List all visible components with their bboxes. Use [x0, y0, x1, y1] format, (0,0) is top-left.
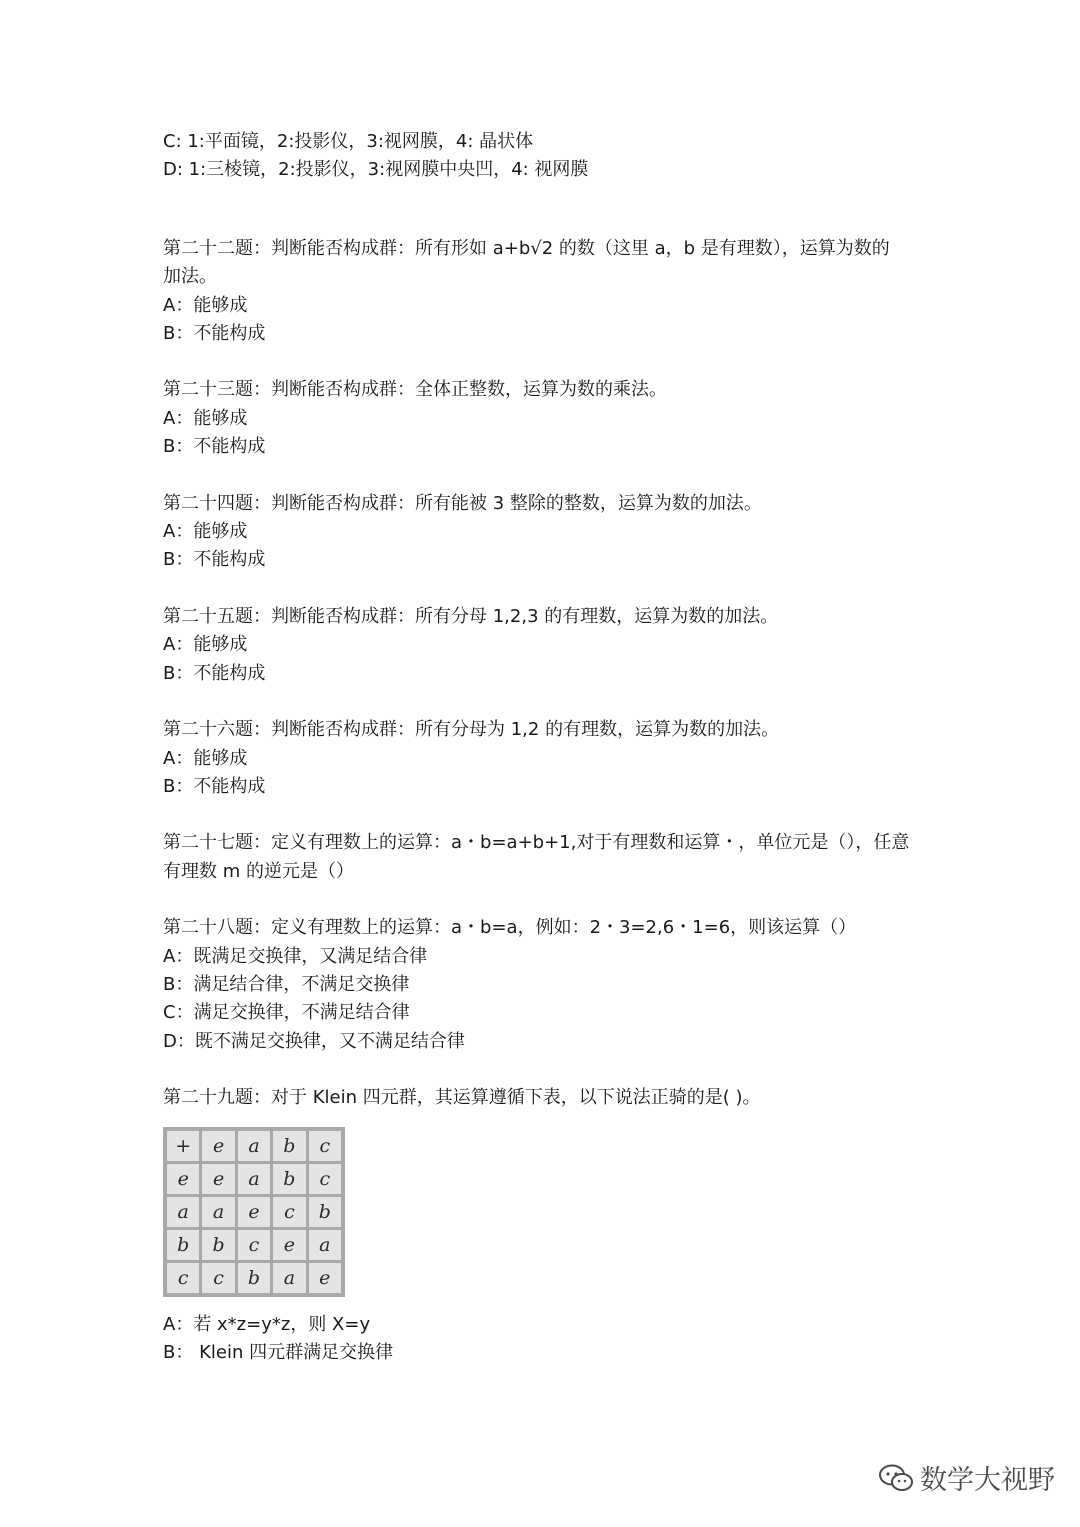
question-25-option-a: A：能够成 — [163, 634, 248, 656]
question-23-text: 第二十三题：判断能否构成群：全体正整数，运算为数的乘法。 — [163, 379, 667, 401]
table-cell: a — [202, 1197, 234, 1227]
table-cell: e — [167, 1164, 199, 1194]
table-cell: b — [167, 1230, 199, 1260]
table-cell: e — [202, 1131, 234, 1161]
question-29-text: 第二十九题：对于 Klein 四元群，其运算遵循下表，以下说法正骑的是( )。 — [163, 1087, 761, 1109]
question-24-option-b: B：不能构成 — [163, 549, 266, 571]
question-26-option-a: A：能够成 — [163, 747, 248, 769]
question-28-text: 第二十八题：定义有理数上的运算：a・b=a，例如：2・3=2,6・1=6，则该运算（） — [163, 917, 857, 939]
question-22-option-a: A：能够成 — [163, 294, 248, 316]
option-c-line: C: 1:平面镜，2:投影仪，3:视网膜，4: 晶状体 — [163, 131, 534, 152]
table-cell: a — [273, 1263, 305, 1293]
question-22-text-cont: 加法。 — [163, 266, 217, 288]
question-28-option-c: C：满足交换律，不满足结合律 — [163, 1002, 410, 1024]
table-cell: c — [309, 1131, 341, 1161]
table-cell: b — [273, 1131, 305, 1161]
question-28-option-a: A：既满足交换律，又满足结合律 — [163, 945, 428, 967]
table-cell: + — [167, 1131, 199, 1161]
table-cell: b — [309, 1197, 341, 1227]
question-29-option-a: A：若 x*z=y*z，则 X=y — [163, 1313, 371, 1335]
table-cell: a — [167, 1197, 199, 1227]
table-cell: a — [309, 1230, 341, 1260]
question-22-text: 第二十二题：判断能否构成群：所有形如 a+b√2 的数（这里 a，b 是有理数），运算为数的 — [163, 237, 890, 259]
question-26-text: 第二十六题：判断能否构成群：所有分母为 1,2 的有理数，运算为数的加法。 — [163, 719, 780, 741]
table-cell: b — [273, 1164, 305, 1194]
option-d-line: D: 1:三棱镜，2:投影仪，3:视网膜中央凹，4: 视网膜 — [163, 159, 589, 181]
table-cell: a — [238, 1131, 270, 1161]
question-26-option-b: B：不能构成 — [163, 775, 266, 797]
table-cell: e — [202, 1164, 234, 1194]
table-cell: c — [202, 1263, 234, 1293]
question-27-text-cont: 有理数 m 的逆元是（） — [163, 860, 354, 882]
question-24-option-a: A：能够成 — [163, 521, 248, 543]
table-cell: b — [238, 1263, 270, 1293]
table-cell: b — [202, 1230, 234, 1260]
klein-group-table — [163, 1127, 345, 1297]
question-28-option-b: B：满足结合律，不满足交换律 — [163, 973, 410, 995]
question-25-option-b: B：不能构成 — [163, 662, 266, 684]
document-body — [163, 128, 923, 1367]
table-cell: a — [238, 1164, 270, 1194]
wechat-icon — [878, 1463, 914, 1493]
watermark — [878, 1458, 1055, 1497]
question-23-option-a: A：能够成 — [163, 407, 248, 429]
question-22-option-b: B：不能构成 — [163, 323, 266, 345]
table-cell: e — [309, 1263, 341, 1293]
question-27-text: 第二十七题：定义有理数上的运算：a・b=a+b+1,对于有理数和运算・，单位元是（），任意 — [163, 832, 910, 854]
table-cell: c — [167, 1263, 199, 1293]
question-29-option-b: B： Klein 四元群满足交换律 — [163, 1341, 394, 1363]
table-cell: e — [273, 1230, 305, 1260]
table-cell: e — [238, 1197, 270, 1227]
table-cell: c — [273, 1197, 305, 1227]
question-23-option-b: B：不能构成 — [163, 436, 266, 458]
question-25-text: 第二十五题：判断能否构成群：所有分母 1,2,3 的有理数，运算为数的加法。 — [163, 605, 779, 627]
question-28-option-d: D：既不满足交换律，又不满足结合律 — [163, 1030, 465, 1052]
table-cell: c — [238, 1230, 270, 1260]
table-cell: c — [309, 1164, 341, 1194]
watermark-text: 数学大视野 — [920, 1465, 1055, 1496]
question-24-text: 第二十四题：判断能否构成群：所有能被 3 整除的整数，运算为数的加法。 — [163, 492, 762, 514]
